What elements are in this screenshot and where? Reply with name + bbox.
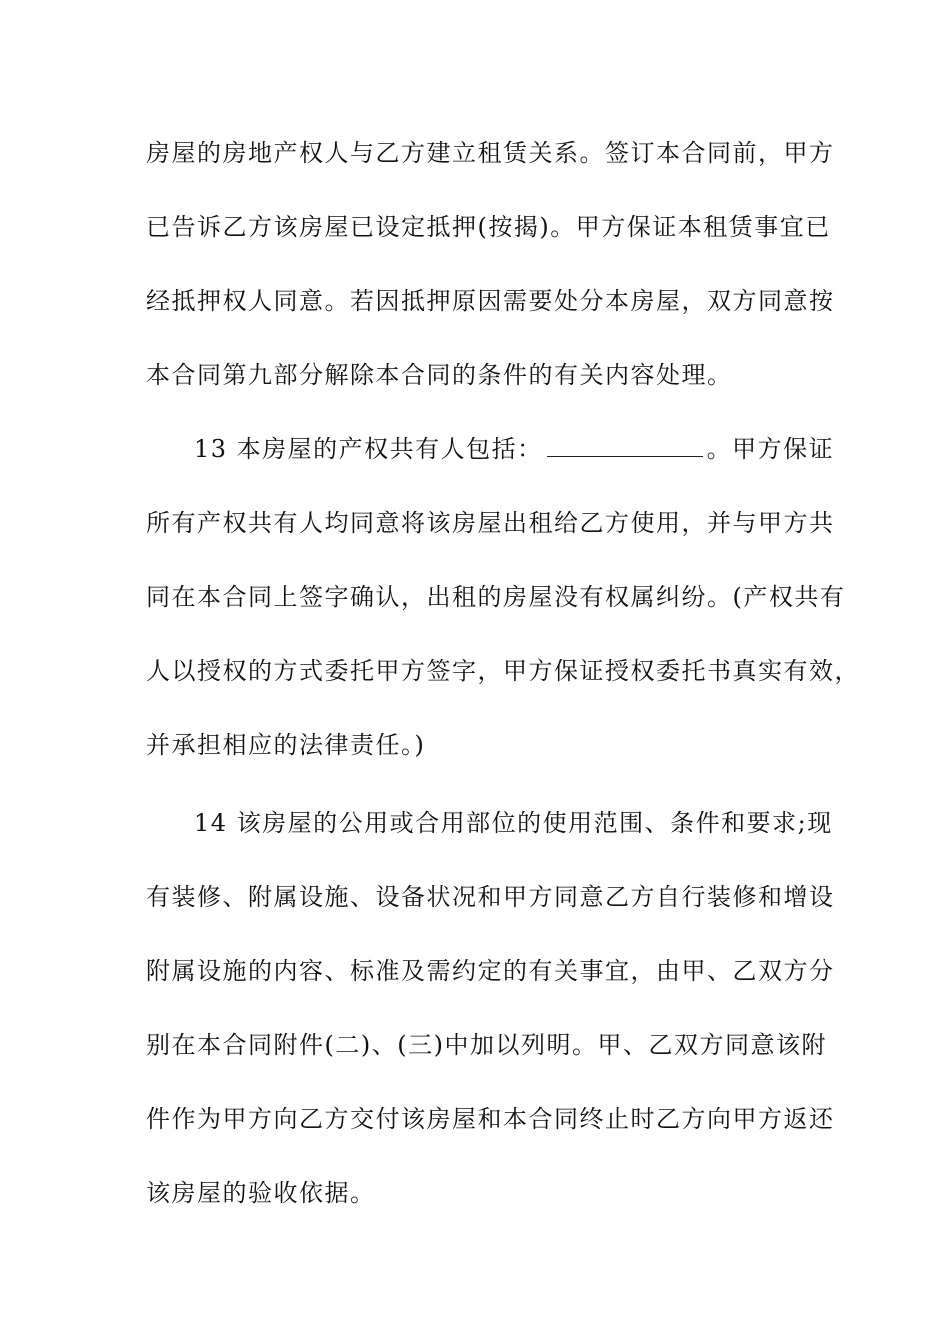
text-line: 人以授权的方式委托甲方签字，甲方保证授权委托书真实有效， xyxy=(146,657,860,685)
text-line: 所有产权共有人均同意将该房屋出租给乙方使用，并与甲方共 xyxy=(146,509,835,537)
text-line: 该房屋的验收依据。 xyxy=(146,1179,376,1207)
text-line: 件作为甲方向乙方交付该房屋和本合同终止时乙方向甲方返还 xyxy=(146,1105,835,1133)
text-line: 本合同第九部分解除本合同的条件的有关内容处理。 xyxy=(146,361,733,389)
text-line: 房屋的房地产权人与乙方建立租赁关系。签订本合同前，甲方 xyxy=(146,139,835,167)
clause-13-suffix: 。甲方保证 xyxy=(706,435,835,463)
clause-13-prefix: 13 本房屋的产权共有人包括： xyxy=(194,435,543,463)
text-line: 并承担相应的法律责任。) xyxy=(146,731,426,759)
text-line: 有装修、附属设施、设备状况和甲方同意乙方自行装修和增设 xyxy=(146,883,835,911)
text-line: 已告诉乙方该房屋已设定抵押(按揭)。甲方保证本租赁事宜已 xyxy=(146,213,831,241)
co-owner-blank-field xyxy=(547,440,703,457)
clause-14-first-line: 14 该房屋的公用或合用部位的使用范围、条件和要求;现 xyxy=(194,809,833,837)
text-line: 附属设施的内容、标准及需约定的有关事宜，由甲、乙双方分 xyxy=(146,957,835,985)
text-line: 别在本合同附件(二)、(三)中加以列明。甲、乙双方同意该附 xyxy=(146,1031,827,1059)
text-line: 同在本合同上签字确认，出租的房屋没有权属纠纷。(产权共有 xyxy=(146,583,846,611)
text-line: 经抵押权人同意。若因抵押原因需要处分本房屋，双方同意按 xyxy=(146,287,835,315)
clause-13-first-line xyxy=(194,434,834,464)
